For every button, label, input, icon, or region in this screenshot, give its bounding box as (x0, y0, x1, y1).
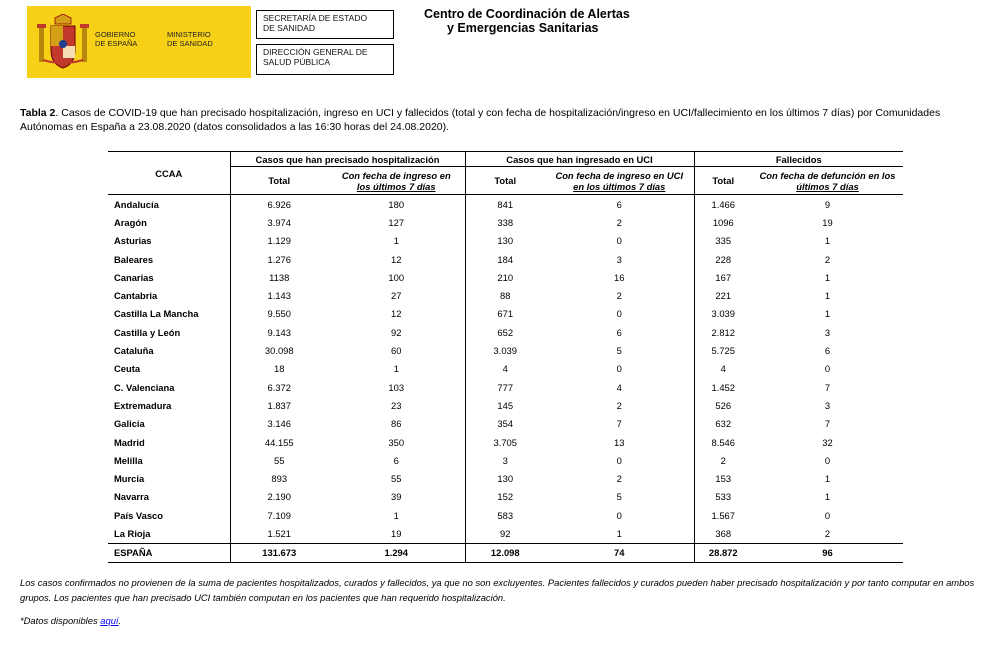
gobierno-label (95, 30, 137, 48)
value-cell: 4 (694, 360, 752, 378)
value-cell: 3 (824, 399, 831, 411)
value-cell: 88 (465, 286, 545, 304)
government-logo-block (27, 6, 251, 78)
value-cell: 583 (465, 506, 545, 524)
value-cell: 5 (616, 491, 622, 503)
ccaa-cell: Aragón (114, 216, 147, 228)
value-cell: 23 (391, 399, 402, 411)
footnote-2-suffix: . (118, 615, 122, 626)
ccaa-cell: Canarias (114, 271, 154, 283)
ccaa-cell: Asturias (114, 235, 152, 247)
value-cell: 3.705 (465, 433, 545, 451)
value-cell: 92 (391, 326, 402, 338)
value-cell: 777 (465, 378, 545, 396)
direccion-line-1: DIRECCIÓN GENERAL DE (263, 47, 368, 57)
value-cell: 1 (824, 491, 831, 503)
value-cell: 1138 (230, 268, 328, 286)
value-cell: 4 (616, 381, 622, 393)
table-row (108, 506, 903, 524)
ccaa-cell: Navarra (114, 491, 149, 503)
table-row (108, 305, 903, 323)
value-cell: 210 (465, 268, 545, 286)
value-cell: 180 (388, 198, 405, 210)
value-cell: 7.109 (230, 506, 328, 524)
value-cell: 3.039 (694, 305, 752, 323)
centro-title-line-1: Centro de Coordinación de Alertas (424, 7, 630, 21)
value-cell: 152 (465, 488, 545, 506)
value-cell: 145 (465, 396, 545, 414)
value-cell: 6.926 (230, 195, 328, 214)
table-row (108, 433, 903, 451)
table-row (108, 250, 903, 268)
value-cell: 8.546 (694, 433, 752, 451)
table-row (108, 341, 903, 359)
centro-title-line-2: y Emergencias Sanitarias (447, 21, 599, 35)
value-cell: 12 (391, 253, 402, 265)
value-cell: 27 (391, 290, 402, 302)
value-cell: 130 (465, 232, 545, 250)
value-cell: 1.521 (230, 524, 328, 543)
value-cell: 60 (391, 345, 402, 357)
value-cell: 2 (824, 527, 831, 539)
secretaria-line-2: DE SANIDAD (263, 23, 315, 33)
ccaa-cell: La Rioja (114, 527, 151, 539)
value-cell: 1.129 (230, 232, 328, 250)
fall-group-header: Fallecidos (694, 152, 903, 167)
hosp-7d-line-2: los últimos 7 días (356, 180, 436, 192)
covid-table (108, 151, 903, 563)
value-cell: 6 (616, 326, 622, 338)
value-cell: 0 (616, 363, 622, 375)
value-cell: 103 (388, 381, 405, 393)
ccaa-cell: Baleares (114, 253, 154, 265)
ccaa-cell: Murcia (114, 473, 145, 485)
ccaa-cell: Galicia (114, 418, 145, 430)
table-row (108, 360, 903, 378)
value-cell: 3 (465, 451, 545, 469)
fall-7d-header (752, 167, 903, 195)
value-cell: 153 (694, 469, 752, 487)
value-cell: 1 (393, 363, 399, 375)
ministerio-line-1: MINISTERIO (167, 30, 211, 39)
table-row (108, 488, 903, 506)
fall-7d-line-1: Con fecha de defunción en los (759, 169, 896, 181)
ccaa-cell: Melilla (114, 454, 143, 466)
gobierno-line-2: DE ESPAÑA (95, 39, 138, 48)
value-cell: 2.812 (694, 323, 752, 341)
value-cell: 368 (694, 524, 752, 543)
ccaa-cell: Cantabria (114, 290, 158, 302)
ccaa-cell: Madrid (114, 436, 145, 448)
value-cell: 0 (824, 454, 831, 466)
value-cell: 28.872 (694, 543, 752, 562)
value-cell: 9.143 (230, 323, 328, 341)
value-cell: 19 (391, 527, 402, 539)
value-cell: 350 (388, 436, 405, 448)
direccion-line-2: SALUD PÚBLICA (263, 57, 331, 67)
ccaa-cell: Andalucía (114, 198, 159, 210)
value-cell: 131.673 (230, 543, 328, 562)
value-cell: 0 (616, 308, 622, 320)
value-cell: 1 (824, 473, 831, 485)
value-cell: 18 (230, 360, 328, 378)
value-cell: 86 (391, 418, 402, 430)
value-cell: 12.098 (465, 543, 545, 562)
coat-of-arms-icon (37, 14, 89, 70)
value-cell: 335 (694, 232, 752, 250)
value-cell: 3.146 (230, 415, 328, 433)
uci-group-header: Casos que han ingresado en UCI (465, 152, 694, 167)
hosp-total-header: Total (230, 167, 328, 195)
value-cell: 0 (616, 235, 622, 247)
value-cell: 2.190 (230, 488, 328, 506)
value-cell: 1.143 (230, 286, 328, 304)
table-row (108, 524, 903, 543)
ccaa-cell: Ceuta (114, 363, 141, 375)
value-cell: 1 (616, 527, 622, 539)
value-cell: 354 (465, 415, 545, 433)
value-cell: 9 (824, 198, 831, 210)
gobierno-line-1: GOBIERNO (95, 30, 136, 39)
value-cell: 127 (388, 216, 405, 228)
fall-7d-line-2: últimos 7 días (796, 180, 859, 192)
value-cell: 13 (614, 436, 625, 448)
value-cell: 6 (393, 454, 399, 466)
value-cell: 2 (616, 399, 622, 411)
value-cell: 6 (824, 345, 831, 357)
value-cell: 2 (616, 216, 622, 228)
fall-total-header: Total (694, 167, 752, 195)
value-cell: 6 (616, 198, 622, 210)
value-cell: 96 (752, 543, 903, 562)
value-cell: 16 (614, 271, 625, 283)
value-cell: 55 (230, 451, 328, 469)
value-cell: 2 (694, 451, 752, 469)
value-cell: 184 (465, 250, 545, 268)
total-row (108, 543, 903, 562)
value-cell: 7 (616, 418, 622, 430)
value-cell: 167 (694, 268, 752, 286)
ministerio-line-2: DE SANIDAD (167, 39, 213, 48)
value-cell: 5 (616, 345, 622, 357)
value-cell: 100 (388, 271, 405, 283)
footnote-2-prefix: *Datos disponibles (20, 615, 101, 626)
ccaa-cell: País Vasco (114, 509, 163, 521)
datos-link[interactable]: aquí (100, 615, 119, 626)
uci-total-header: Total (465, 167, 545, 195)
value-cell: 1096 (694, 213, 752, 231)
ccaa-header: CCAA (108, 152, 230, 195)
uci-7d-line-1: Con fecha de ingreso en UCI (555, 169, 684, 181)
centro-title (424, 7, 630, 35)
value-cell: 3.039 (465, 341, 545, 359)
value-cell: 0 (616, 454, 622, 466)
ccaa-cell: Castilla La Mancha (114, 308, 199, 320)
value-cell: 0 (616, 509, 622, 521)
value-cell: 893 (230, 469, 328, 487)
table-row (108, 415, 903, 433)
value-cell: 9.550 (230, 305, 328, 323)
table-row (108, 195, 903, 214)
footnote-1: Los casos confirmados no provienen de la suma de pacientes hospitalizados, curados y fallecidos, ya que no son excluyentes. Pacientes fallecidos y curados pueden haber precisado hospitalización y por tanto computar en ambos grupos. Los pacientes que han precisado UCI también computan en los pacientes que han requerido hospitalización. (20, 577, 975, 603)
ccaa-cell: Castilla y León (114, 326, 181, 338)
value-cell: 4 (465, 360, 545, 378)
table-caption (20, 107, 985, 134)
ccaa-cell: ESPAÑA (108, 543, 230, 562)
caption-text: . Casos de COVID-19 que han precisado hospitalización, ingreso en UCI y fallecidos (total y con fecha de hospitalización/ingreso en UCI/fallecimiento en los últimos 7 días) por Comunidades Autónomas en España a 23.08.2020 (datos consolidados a las 16:30 horas del 24.08.2020). (20, 107, 941, 133)
table-row (108, 213, 903, 231)
value-cell: 338 (465, 213, 545, 231)
table-row (108, 323, 903, 341)
value-cell: 7 (824, 381, 831, 393)
value-cell: 1 (393, 235, 399, 247)
value-cell: 2 (824, 253, 831, 265)
value-cell: 3.974 (230, 213, 328, 231)
value-cell: 2 (616, 290, 622, 302)
value-cell: 1.837 (230, 396, 328, 414)
table-row (108, 396, 903, 414)
caption-label: Tabla 2 (20, 107, 56, 119)
value-cell: 652 (465, 323, 545, 341)
ccaa-cell: Cataluña (114, 345, 154, 357)
value-cell: 1.466 (694, 195, 752, 214)
value-cell: 19 (822, 216, 833, 228)
value-cell: 221 (694, 286, 752, 304)
value-cell: 1 (393, 509, 399, 521)
ministerio-label (167, 30, 213, 48)
value-cell: 533 (694, 488, 752, 506)
value-cell: 841 (465, 195, 545, 214)
secretaria-line-1: SECRETARÍA DE ESTADO (263, 13, 368, 23)
value-cell: 1 (824, 290, 831, 302)
hosp-7d-header (328, 167, 465, 195)
value-cell: 1 (824, 235, 831, 247)
hosp-7d-line-1: Con fecha de ingreso en (341, 169, 451, 181)
value-cell: 0 (824, 509, 831, 521)
value-cell: 30.098 (230, 341, 328, 359)
value-cell: 1 (824, 308, 831, 320)
table-row (108, 232, 903, 250)
value-cell: 55 (391, 473, 402, 485)
value-cell: 3 (824, 326, 831, 338)
value-cell: 12 (391, 308, 402, 320)
table-row (108, 378, 903, 396)
value-cell: 5.725 (694, 341, 752, 359)
table-row (108, 268, 903, 286)
table-row (108, 286, 903, 304)
hosp-group-header: Casos que han precisado hospitalización (230, 152, 465, 167)
value-cell: 0 (824, 363, 831, 375)
value-cell: 526 (694, 396, 752, 414)
uci-7d-header (545, 167, 694, 195)
value-cell: 1.452 (694, 378, 752, 396)
value-cell: 6.372 (230, 378, 328, 396)
value-cell: 39 (391, 491, 402, 503)
uci-7d-line-2: en los últimos 7 días (573, 180, 666, 192)
table-body (108, 195, 903, 563)
table-row (108, 451, 903, 469)
value-cell: 2 (616, 473, 622, 485)
value-cell: 3 (616, 253, 622, 265)
value-cell: 671 (465, 305, 545, 323)
value-cell: 1.294 (328, 543, 465, 562)
value-cell: 44.155 (230, 433, 328, 451)
value-cell: 632 (694, 415, 752, 433)
ccaa-cell: Extremadura (114, 399, 172, 411)
value-cell: 74 (545, 543, 694, 562)
value-cell: 228 (694, 250, 752, 268)
value-cell: 92 (465, 524, 545, 543)
value-cell: 1.276 (230, 250, 328, 268)
value-cell: 130 (465, 469, 545, 487)
value-cell: 7 (824, 418, 831, 430)
secretaria-box (256, 10, 394, 39)
value-cell: 32 (822, 436, 833, 448)
value-cell: 1.567 (694, 506, 752, 524)
footnote-2 (20, 613, 990, 628)
table-row (108, 469, 903, 487)
ccaa-cell: C. Valenciana (114, 381, 175, 393)
value-cell: 1 (824, 271, 831, 283)
direccion-box (256, 44, 394, 75)
